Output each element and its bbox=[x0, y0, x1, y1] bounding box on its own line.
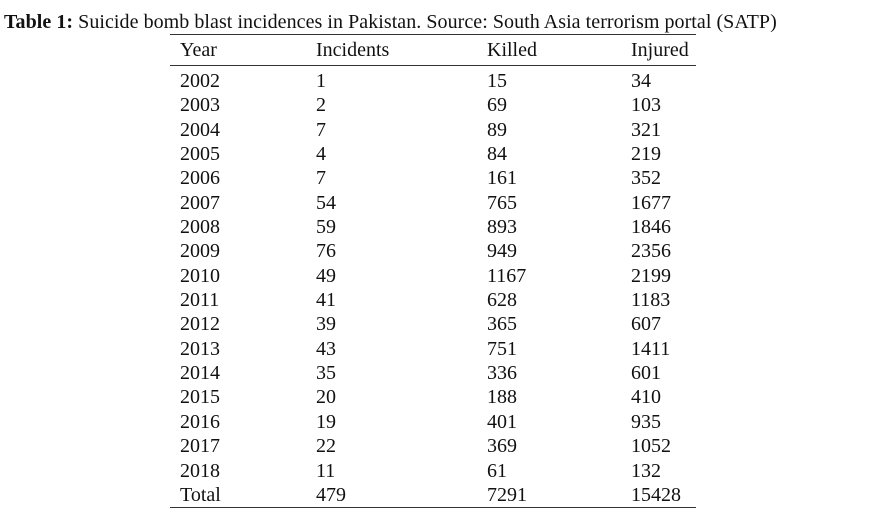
cell-killed: 949 bbox=[487, 240, 517, 263]
cell-incidents: 19 bbox=[316, 410, 336, 433]
cell-injured: 103 bbox=[631, 94, 661, 117]
table-row bbox=[170, 288, 696, 312]
table-caption-text: Suicide bomb blast incidences in Pakistan. Source: South Asia terrorism portal (SATP) bbox=[73, 11, 777, 33]
cell-injured: 1411 bbox=[631, 337, 671, 360]
cell-year: 2008 bbox=[180, 216, 220, 239]
cell-injured: 15428 bbox=[631, 483, 681, 506]
cell-incidents: 7 bbox=[316, 118, 326, 141]
cell-year: 2012 bbox=[180, 313, 220, 336]
table-caption-label: Table 1: bbox=[4, 11, 74, 33]
header-incidents: Incidents bbox=[316, 39, 390, 61]
table-row bbox=[170, 118, 696, 142]
table-row bbox=[170, 93, 696, 117]
cell-killed: 69 bbox=[487, 94, 507, 117]
cell-injured: 1183 bbox=[631, 289, 671, 312]
table-total-row bbox=[170, 483, 696, 507]
cell-killed: 1167 bbox=[487, 264, 527, 287]
cell-year: 2015 bbox=[180, 386, 220, 409]
cell-incidents: 11 bbox=[316, 459, 336, 482]
table-row bbox=[170, 239, 696, 263]
cell-incidents: 39 bbox=[316, 313, 336, 336]
cell-year: 2005 bbox=[180, 143, 220, 166]
cell-killed: 15 bbox=[487, 70, 507, 92]
cell-incidents: 49 bbox=[316, 264, 336, 287]
cell-killed: 61 bbox=[487, 459, 507, 482]
cell-incidents: 2 bbox=[316, 94, 326, 117]
cell-killed: 188 bbox=[487, 386, 517, 409]
table-row bbox=[170, 215, 696, 239]
cell-killed: 7291 bbox=[487, 483, 527, 506]
header-killed: Killed bbox=[487, 39, 537, 61]
cell-year: Total bbox=[180, 483, 221, 506]
cell-year: 2003 bbox=[180, 94, 220, 117]
header-injured: Injured bbox=[631, 39, 689, 61]
cell-killed: 161 bbox=[487, 167, 517, 190]
table-row bbox=[170, 191, 696, 215]
cell-year: 2002 bbox=[180, 70, 220, 92]
cell-killed: 751 bbox=[487, 337, 517, 360]
cell-injured: 2199 bbox=[631, 264, 671, 287]
cell-year: 2017 bbox=[180, 435, 220, 458]
cell-incidents: 35 bbox=[316, 362, 336, 385]
cell-year: 2016 bbox=[180, 410, 220, 433]
table-row bbox=[170, 69, 696, 93]
table-row bbox=[170, 142, 696, 166]
cell-killed: 84 bbox=[487, 143, 507, 166]
cell-year: 2011 bbox=[180, 289, 220, 312]
cell-injured: 1846 bbox=[631, 216, 671, 239]
cell-injured: 132 bbox=[631, 459, 661, 482]
cell-year: 2007 bbox=[180, 191, 220, 214]
table-row bbox=[170, 166, 696, 190]
table-row bbox=[170, 337, 696, 361]
cell-year: 2010 bbox=[180, 264, 220, 287]
data-table bbox=[170, 34, 696, 508]
table-row bbox=[170, 264, 696, 288]
cell-incidents: 4 bbox=[316, 143, 326, 166]
cell-injured: 321 bbox=[631, 118, 661, 141]
cell-killed: 369 bbox=[487, 435, 517, 458]
cell-killed: 628 bbox=[487, 289, 517, 312]
cell-killed: 365 bbox=[487, 313, 517, 336]
cell-incidents: 22 bbox=[316, 435, 336, 458]
cell-killed: 336 bbox=[487, 362, 517, 385]
cell-injured: 935 bbox=[631, 410, 661, 433]
table-row bbox=[170, 312, 696, 336]
cell-year: 2009 bbox=[180, 240, 220, 263]
cell-injured: 1677 bbox=[631, 191, 671, 214]
cell-killed: 401 bbox=[487, 410, 517, 433]
cell-incidents: 54 bbox=[316, 191, 336, 214]
header-year: Year bbox=[180, 39, 217, 61]
table-bottom-rule bbox=[170, 507, 696, 508]
cell-incidents: 59 bbox=[316, 216, 336, 239]
table-header-row bbox=[170, 35, 696, 65]
cell-incidents: 41 bbox=[316, 289, 336, 312]
cell-incidents: 43 bbox=[316, 337, 336, 360]
cell-year: 2014 bbox=[180, 362, 220, 385]
cell-injured: 34 bbox=[631, 70, 651, 92]
table-row bbox=[170, 410, 696, 434]
cell-killed: 89 bbox=[487, 118, 507, 141]
cell-injured: 1052 bbox=[631, 435, 671, 458]
table-row bbox=[170, 434, 696, 458]
cell-incidents: 20 bbox=[316, 386, 336, 409]
table-row bbox=[170, 385, 696, 409]
cell-killed: 893 bbox=[487, 216, 517, 239]
cell-incidents: 76 bbox=[316, 240, 336, 263]
cell-incidents: 7 bbox=[316, 167, 326, 190]
table-row bbox=[170, 361, 696, 385]
cell-injured: 410 bbox=[631, 386, 661, 409]
cell-injured: 601 bbox=[631, 362, 661, 385]
cell-year: 2018 bbox=[180, 459, 220, 482]
cell-killed: 765 bbox=[487, 191, 517, 214]
cell-injured: 219 bbox=[631, 143, 661, 166]
cell-year: 2013 bbox=[180, 337, 220, 360]
table-body bbox=[170, 66, 696, 507]
cell-incidents: 1 bbox=[316, 70, 326, 92]
cell-year: 2004 bbox=[180, 118, 220, 141]
cell-year: 2006 bbox=[180, 167, 220, 190]
cell-injured: 2356 bbox=[631, 240, 671, 263]
table-row bbox=[170, 459, 696, 483]
cell-injured: 607 bbox=[631, 313, 661, 336]
cell-incidents: 479 bbox=[316, 483, 346, 506]
cell-injured: 352 bbox=[631, 167, 661, 190]
